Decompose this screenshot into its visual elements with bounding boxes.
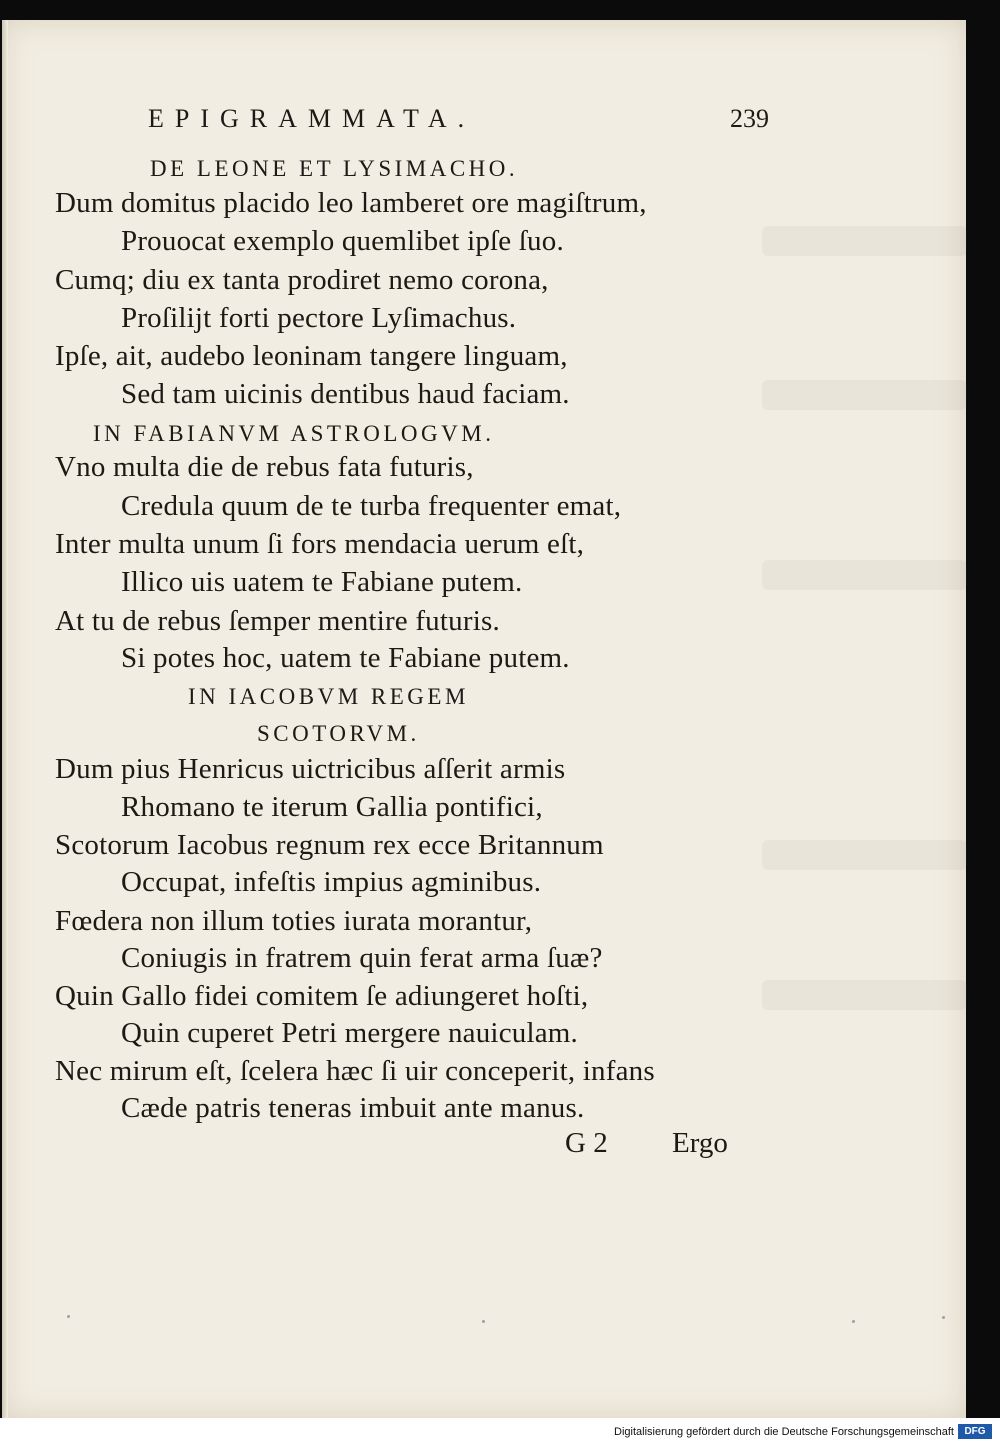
catchword: Ergo [672,1127,728,1159]
bleed-through [762,226,967,256]
poem-title-line-2: SCOTORVM. [257,721,420,746]
poem-title: IN FABIANVM ASTROLOGVM. [93,421,495,446]
verse-line: Rhomano te iterum Gallia pontifici, [121,791,543,823]
verse-line: Credula quum de te turba frequenter emat, [121,490,622,522]
ink-speck [942,1316,945,1319]
ink-speck [482,1320,485,1323]
verse-line: Prouocat exemplo quemlibet ipſe ſuo. [121,225,564,257]
verse-line: Vno multa die de rebus fata futuris, [55,451,474,483]
verse-line: Proſilijt forti pectore Lyſimachus. [121,302,517,334]
verse-line: Occupat, infeſtis impius agminibus. [121,866,542,898]
verse-line: Coniugis in fratrem quin ferat arma ſuæ? [121,942,603,974]
verse-line: Inter multa unum ſi fors mendacia uerum eſt, [55,528,585,560]
poem-title: DE LEONE ET LYSIMACHO. [150,156,519,181]
poem-title: IN IACOBVM REGEM [188,684,469,709]
signature-mark: G 2 [565,1127,608,1159]
verse-line: Ipſe, ait, audebo leoninam tangere linguam, [55,340,568,372]
verse-line: Nec mirum eſt, ſcelera hæc ſi uir conceperit, infans [55,1055,655,1087]
ink-speck [67,1315,70,1318]
bleed-through [762,840,967,870]
verse-line: Sed tam uicinis dentibus haud faciam. [121,378,570,410]
bleed-through [762,560,967,590]
page-number: 239 [730,104,769,133]
bleed-through [762,980,967,1010]
verse-line: Illico uis uatem te Fabiane putem. [121,566,523,598]
verse-line: Fœdera non illum toties iurata morantur, [55,905,533,937]
ink-speck [852,1320,855,1323]
verse-line: Quin Gallo fidei comitem ſe adiungeret hoſti, [55,980,589,1012]
verse-line: Cæde patris teneras imbuit ante manus. [121,1092,585,1124]
funding-notice: Digitalisierung gefördert durch die Deutsche Forschungsgemeinschaft [614,1426,954,1438]
page-edge [2,20,8,1418]
verse-line: Si potes hoc, uatem te Fabiane putem. [121,642,570,674]
verse-line: At tu de rebus ſemper mentire futuris. [55,605,500,637]
bleed-through [762,380,967,410]
verse-line: Scotorum Iacobus regnum rex ecce Britannum [55,829,604,861]
verse-line: Quin cuperet Petri mergere nauiculam. [121,1017,578,1049]
verse-line: Dum domitus placido leo lamberet ore magiſtrum, [55,187,647,219]
verse-line: Dum pius Henricus uictricibus aſſerit armis [55,753,566,785]
dfg-logo: DFG [958,1424,992,1439]
running-head: EPIGRAMMATA. [148,104,476,133]
verse-line: Cumq; diu ex tanta prodiret nemo corona, [55,264,549,296]
